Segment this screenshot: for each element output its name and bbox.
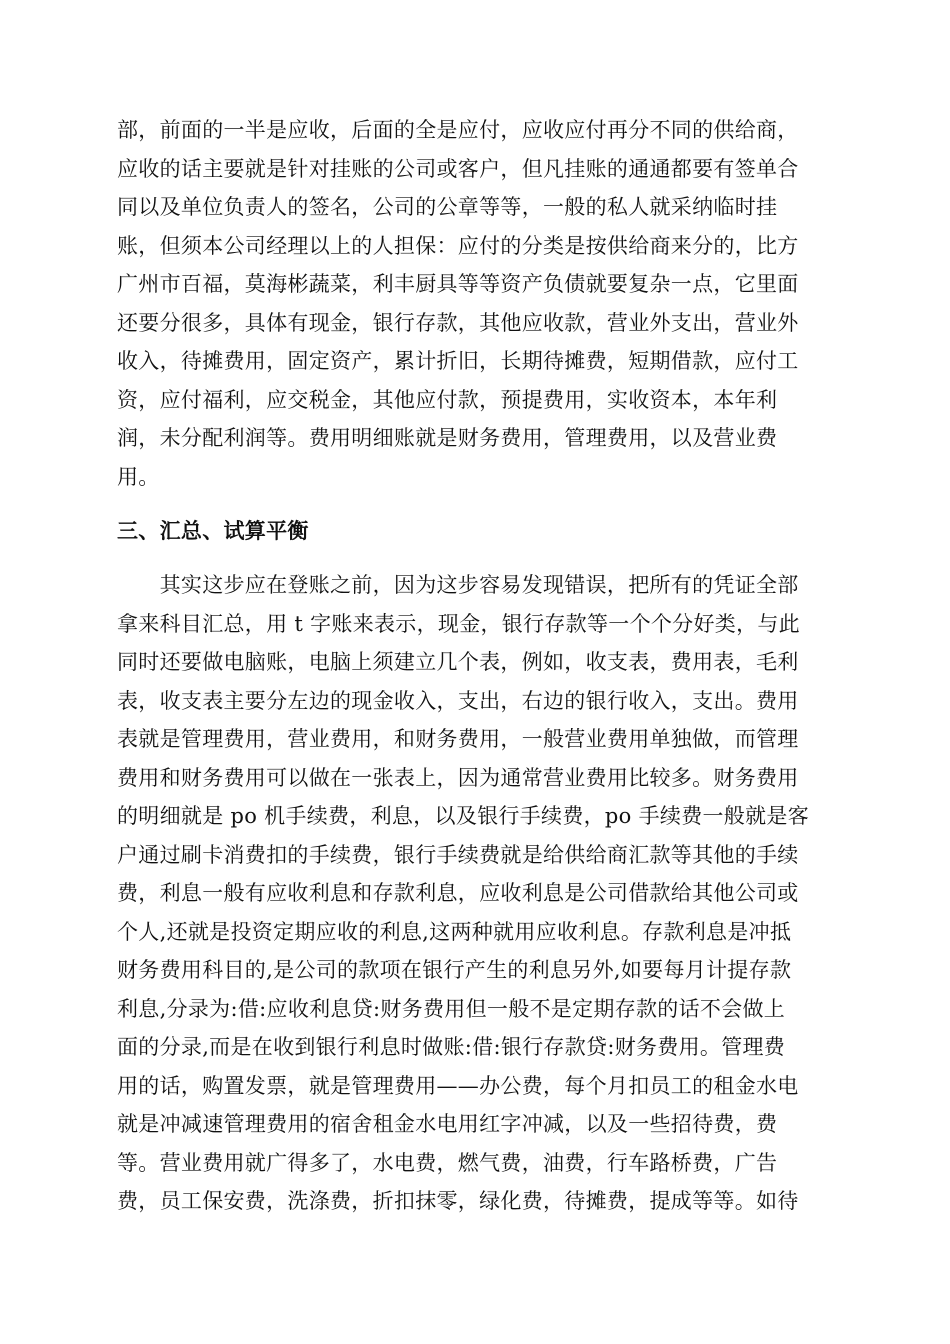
body-text-line: 用的话，购置发票，就是管理费用——办公费，每个月扣员工的租金水电 [117, 1074, 799, 1098]
body-text-line: 就是冲减速管理费用的宿舍租金水电用红字冲减，以及一些招待费，费 [117, 1112, 778, 1136]
body-text-line: 广州市百福，莫海彬蔬菜，利丰厨具等等资产负债就要复杂一点，它里面 [117, 272, 799, 296]
body-text-line: 费，员工保安费，洗涤费，折扣抹零，绿化费，待摊费，提成等等。如待 [117, 1189, 799, 1213]
body-text-line: 还要分很多，具体有现金，银行存款，其他应收款，营业外支出，营业外 [117, 311, 799, 335]
body-text-line: 资，应付福利，应交税金，其他应付款，预提费用，实收资本，本年利 [117, 388, 778, 412]
body-text-line: 用。 [117, 465, 160, 489]
body-text-line: 财务费用科目的,是公司的款项在银行产生的利息另外,如要每月计提存款 [117, 958, 792, 982]
body-text-line: 个人,还就是投资定期应收的利息,这两种就用应收利息。存款利息是冲抵 [117, 920, 792, 944]
body-text-line: 户通过刷卡消费扣的手续费，银行手续费就是给供给商汇款等其他的手续 [117, 843, 799, 867]
body-text-line: 账，但须本公司经理以上的人担保：应付的分类是按供给商来分的，比方 [117, 234, 799, 258]
body-text-line: 费用和财务费用可以做在一张表上，因为通常营业费用比较多。财务费用 [117, 766, 799, 790]
body-text-line: 同以及单位负责人的签名，公司的公章等等，一般的私人就采纳临时挂 [117, 195, 778, 219]
body-text-line: 等。营业费用就广得多了，水电费，燃气费，油费，行车路桥费，广告 [117, 1151, 778, 1175]
body-text-line: 同时还要做电脑账，电脑上须建立几个表，例如，收支表，费用表，毛利 [117, 650, 799, 674]
body-text-line: 部，前面的一半是应收，后面的全是应付，应收应付再分不同的供给商， [117, 118, 799, 142]
body-text-line: 费，利息一般有应收利息和存款利息，应收利息是公司借款给其他公司或 [117, 881, 799, 905]
body-text-line: 应收的话主要就是针对挂账的公司或客户，但凡挂账的通通都要有签单合 [117, 157, 799, 181]
body-text-line: 面的分录,而是在收到银行利息时做账:借:银行存款贷:财务费用。管理费 [117, 1035, 786, 1059]
body-text-line: 其实这步应在登账之前，因为这步容易发现错误，把所有的凭证全部 [117, 573, 799, 597]
body-text-line: 利息,分录为:借:应收利息贷:财务费用但一般不是定期存款的话不会做上 [117, 997, 786, 1021]
body-text-line: 拿来科目汇总，用 t 字账来表示，现金，银行存款等一个个分好类，与此 [117, 612, 800, 636]
body-text-line: 表就是管理费用，营业费用，和财务费用，一般营业费用单独做，而管理 [117, 727, 799, 751]
body-text-line: 收入，待摊费用，固定资产，累计折旧，长期待摊费，短期借款，应付工 [117, 349, 799, 373]
body-text-line: 表，收支表主要分左边的现金收入，支出，右边的银行收入，支出。费用 [117, 689, 799, 713]
body-text-line: 的明细就是 po 机手续费，利息，以及银行手续费，po 手续费一般就是客 [117, 804, 809, 828]
body-text-line: 润，未分配利润等。费用明细账就是财务费用，管理费用，以及营业费 [117, 426, 778, 450]
section-heading: 三、汇总、试算平衡 [117, 519, 309, 543]
